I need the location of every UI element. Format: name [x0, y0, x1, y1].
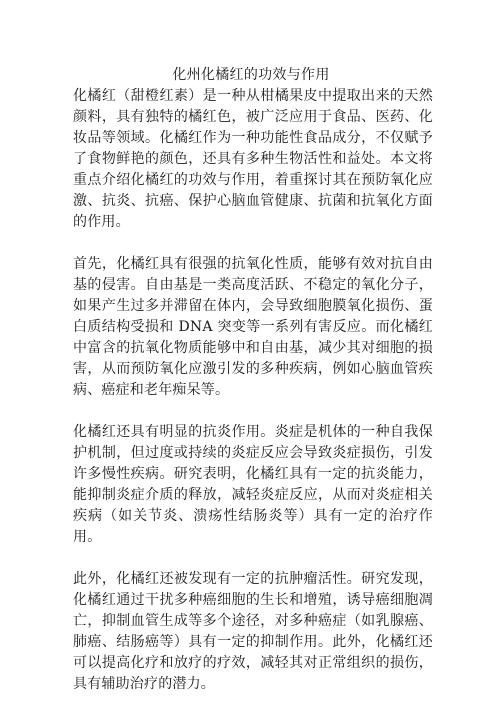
paragraph-anti-tumor: 此外，化橘红还被发现有一定的抗肿瘤活性。研究发现，化橘红通过干扰多种癌细胞的生长和增殖，诱导癌细胞凋亡，抑制血管生成等多个途径，对多种癌症（如乳腺癌、肺癌、结肠癌等）具有一定的抑制作用。此外，化橘红还可以提高化疗和放疗的疗效，减轻其对正常组织的损伤，具有辅助治疗的潜力。: [73, 571, 433, 692]
paragraph-anti-inflammatory: 化橘红还具有明显的抗炎作用。炎症是机体的一种自我保护机制，但过度或持续的炎症反应会导致炎症损伤，引发许多慢性疾病。研究表明，化橘红具有一定的抗炎能力，能抑制炎症介质的释放，减轻炎症反应，从而对炎症相关疾病（如关节炎、溃疡性结肠炎等）具有一定的治疗作用。: [73, 424, 433, 545]
document-title: 化州化橘红的功效与作用: [172, 67, 330, 83]
paragraph-intro: 化橘红（甜橙红素）是一种从柑橘果皮中提取出来的天然颜料，具有独特的橘红色，被广泛应用于食品、医药、化妆品等领域。化橘红作为一种功能性食品成分，不仅赋予了食物鲜艳的颜色，还具有多种生物活性和益处。本文将重点介绍化橘红的功效与作用，着重探讨其在预防氧化应激、抗炎、抗癌、保护心脑血管健康、抗菌和抗氧化方面的作用。: [73, 88, 433, 230]
document-body: [73, 86, 433, 716]
paragraph-antioxidant: 首先，化橘红具有很强的抗氧化性质，能够有效对抗自由基的侵害。自由基是一类高度活跃、不稳定的氧化分子，如果产生过多并滞留在体内，会导致细胞膜氧化损伤、蛋白质结构受损和 DNA 突变等一系列有害反应。而化橘红中富含的抗氧化物质能够中和自由基，减少其对细胞的损害，从而预防氧化应激引发的多种疾病，例如心脑血管疾病、癌症和老年痴呆等。: [73, 256, 433, 398]
